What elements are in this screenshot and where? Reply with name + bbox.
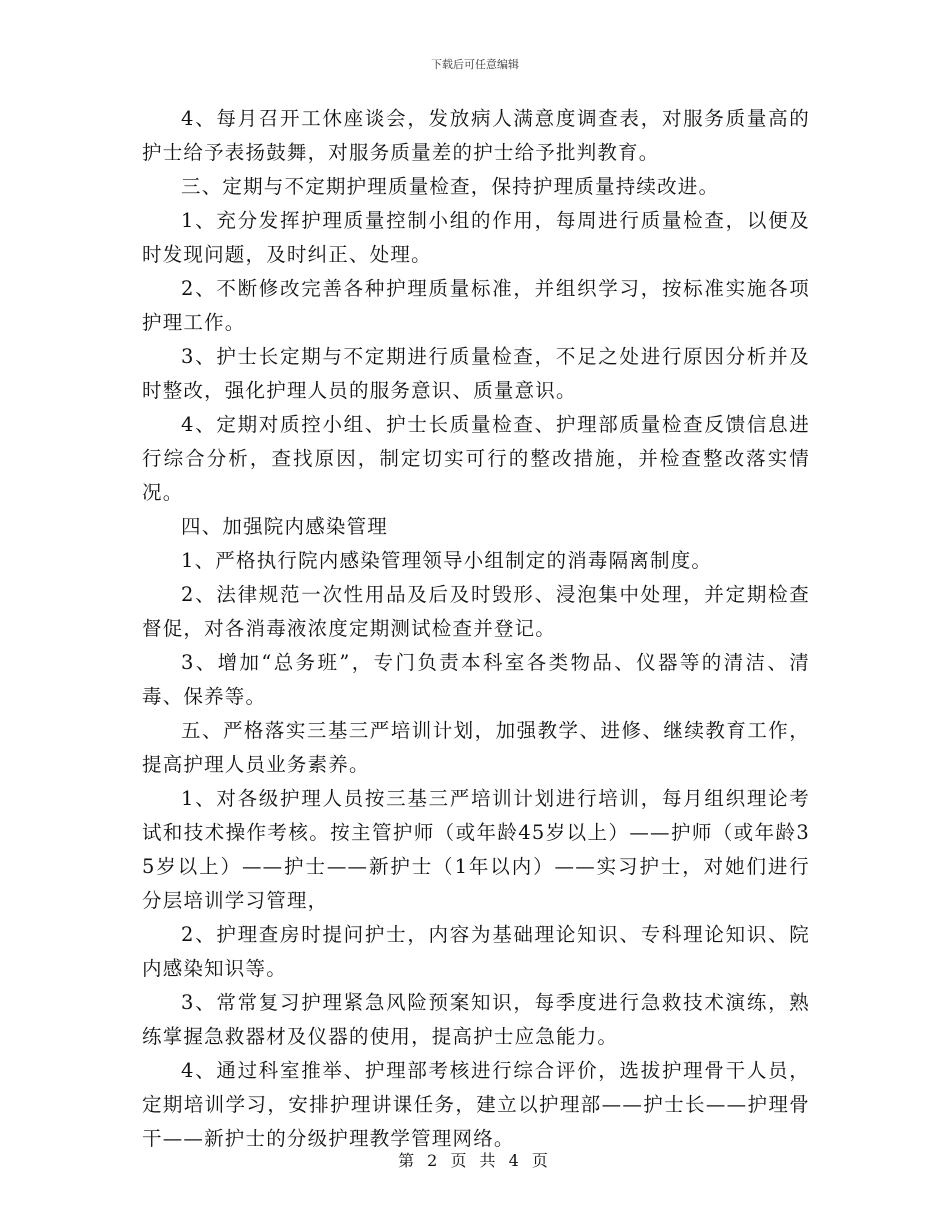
section-heading: 五、严格落实三基三严培训计划，加强教学、进修、继续教育工作，提高护理人员业务素养。 bbox=[142, 719, 810, 776]
paragraph: 3、常常复习护理紧急风险预案知识，每季度进行急救技术演练，熟练掌握急救器材及仪器的使用，提高护士应急能力。 bbox=[142, 991, 810, 1048]
paragraph: 1、充分发挥护理质量控制小组的作用，每周进行质量检查，以便及时发现问题，及时纠正、处理。 bbox=[142, 209, 810, 266]
section-heading: 三、定期与不定期护理质量检查，保持护理质量持续改进。 bbox=[181, 175, 720, 198]
paragraph: 4、定期对质控小组、护士长质量检查、护理部质量检查反馈信息进行综合分析，查找原因，制定切实可行的整改措施，并检查整改落实情况。 bbox=[142, 413, 810, 504]
paragraph: 2、护理查房时提问护士，内容为基础理论知识、专科理论知识、院内感染知识等。 bbox=[142, 923, 810, 980]
document-body bbox=[142, 102, 810, 1156]
page-number-footer: 第 2 页 共 4 页 bbox=[398, 1151, 552, 1170]
paragraph: 4、通过科室推举、护理部考核进行综合评价，选拔护理骨干人员，定期培训学习，安排护理讲课任务，建立以护理部——护士长——护理骨干——新护士的分级护理教学管理网络。 bbox=[142, 1059, 810, 1150]
paragraph: 2、不断修改完善各种护理质量标准，并组织学习，按标准实施各项护理工作。 bbox=[142, 277, 810, 334]
paragraph: 1、严格执行院内感染管理领导小组制定的消毒隔离制度。 bbox=[181, 549, 713, 572]
paragraph: 2、法律规范一次性用品及后及时毁形、浸泡集中处理，并定期检查督促，对各消毒液浓度定期测试检查并登记。 bbox=[142, 583, 810, 640]
paragraph: 3、增加“总务班”，专门负责本科室各类物品、仪器等的清洁、清毒、保养等。 bbox=[142, 651, 810, 708]
section-heading: 四、加强院内感染管理 bbox=[181, 515, 389, 538]
paragraph: 4、每月召开工休座谈会，发放病人满意度调查表，对服务质量高的护士给予表扬鼓舞，对服务质量差的护士给予批判教育。 bbox=[142, 107, 810, 164]
paragraph: 3、护士长定期与不定期进行质量检查，不足之处进行原因分析并及时整改，强化护理人员的服务意识、质量意识。 bbox=[142, 345, 810, 402]
page-header-note: 下载后可任意编辑 bbox=[431, 58, 519, 71]
paragraph: 1、对各级护理人员按三基三严培训计划进行培训，每月组织理论考试和技术操作考核。按主管护师（或年龄45岁以上）——护师（或年龄35岁以上）——护士——新护士（1年以内）——实习护士，对她们进行分层培训学习管理， bbox=[142, 787, 810, 912]
